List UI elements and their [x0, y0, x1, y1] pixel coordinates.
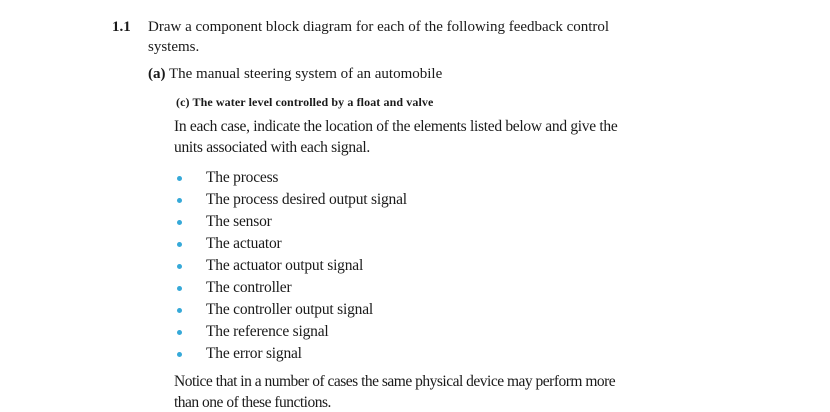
list-item: The error signal: [176, 343, 407, 365]
problem-number: 1.1: [112, 19, 131, 35]
list-item: The actuator: [176, 233, 407, 255]
bullet-icon: [177, 308, 182, 313]
list-item: The controller output signal: [176, 299, 407, 321]
list-item: The sensor: [176, 211, 407, 233]
problem-text-line1: Draw a component block diagram for each of the following feedback control: [148, 19, 610, 35]
list-item: The process: [176, 167, 407, 189]
part-a: [148, 66, 442, 83]
bullet-icon: [177, 242, 182, 247]
bullet-icon: [177, 352, 182, 357]
bullet-icon: [177, 198, 182, 203]
bullet-icon: [177, 286, 182, 291]
instruction-line1: In each case, indicate the location of the elements listed below and give the: [174, 118, 618, 135]
note-line2: than one of these functions.: [174, 394, 331, 411]
bullet-icon: [177, 220, 182, 225]
bullet-icon: [177, 330, 182, 335]
list-item: The process desired output signal: [176, 189, 407, 211]
element-list: [176, 167, 407, 365]
list-item: The controller: [176, 277, 407, 299]
instruction-line2: units associated with each signal.: [174, 139, 370, 156]
part-a-text: The manual steering system of an automobile: [168, 66, 443, 82]
problem-text-line2: systems.: [148, 39, 200, 55]
bullet-icon: [177, 176, 182, 181]
note-line1: Notice that in a number of cases the same physical device may perform more: [174, 373, 616, 390]
list-item: The reference signal: [176, 321, 407, 343]
part-a-label: (a): [148, 66, 166, 82]
part-c: (c) The water level controlled by a float and valve: [176, 95, 434, 109]
bullet-icon: [177, 264, 182, 269]
list-item: The actuator output signal: [176, 255, 407, 277]
